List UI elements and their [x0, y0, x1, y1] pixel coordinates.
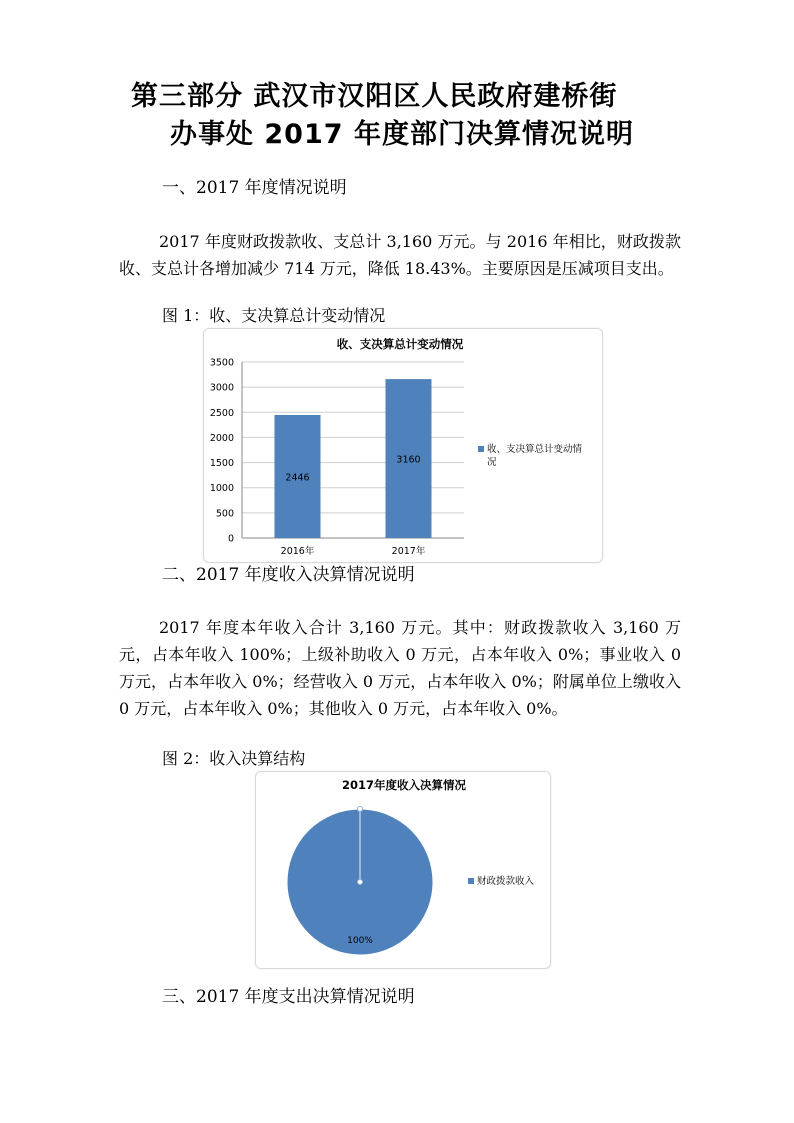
- y-tick-label: 1500: [209, 458, 234, 470]
- section3-heading: 三、2017 年度支出决算情况说明: [162, 987, 415, 1007]
- bar-chart: [204, 329, 602, 562]
- page-title-line1: 第三部分 武汉市汉阳区人民政府建桥街: [131, 81, 618, 112]
- y-tick-label: 500: [215, 508, 234, 520]
- y-tick-label: 2000: [209, 432, 234, 444]
- pie-chart-frame: [255, 771, 551, 969]
- y-tick-label: 0: [227, 533, 234, 545]
- x-tick-label: 2016年: [280, 546, 315, 557]
- section2-paragraph: 2017 年度本年收入合计 3,160 万元。其中：财政拨款收入 3,160 万元，占本年收入 100%；上级补助收入 0 万元，占本年收入 0%；事业收入 0 万元，占本年收入 0%；经营收入 0 万元，占本年收入 0%；附属单位上缴收入 0 万元，占本年收入 0%；其他收入 0 万元，占本年收入 0%。: [119, 618, 681, 718]
- legend-label: 财政拨款收入: [477, 876, 535, 887]
- legend-swatch: [478, 446, 484, 452]
- section1-paragraph: 2017 年度财政拨款收、支总计 3,160 万元。与 2016 年相比，财政拨款收、支总计各增加减少 714 万元，降低 18.43%。主要原因是压减项目支出。: [119, 232, 681, 278]
- pie-handle-top: [358, 807, 363, 812]
- section1-heading: 一、2017 年度情况说明: [162, 178, 347, 198]
- y-tick-label: 2500: [209, 407, 234, 419]
- section2-heading: 二、2017 年度收入决算情况说明: [162, 565, 415, 585]
- y-tick-label: 3500: [209, 357, 234, 369]
- figure1-caption: 图 1：收、支决算总计变动情况: [162, 306, 386, 325]
- bar-data-label: 2446: [285, 472, 310, 484]
- bar-chart-frame: [203, 328, 603, 563]
- y-tick-label: 1000: [209, 483, 234, 495]
- y-tick-label: 3000: [209, 382, 234, 394]
- legend-swatch: [468, 878, 474, 884]
- pie-data-label: 100%: [347, 936, 373, 946]
- x-tick-label: 2017年: [391, 546, 426, 557]
- legend-label: 收、支决算总计变动情况: [487, 444, 583, 468]
- page-title-line2: 办事处 2017 年度部门决算情况说明: [170, 119, 634, 150]
- pie-chart: [256, 772, 550, 968]
- bar-data-label: 3160: [396, 454, 421, 466]
- bar-chart-title: 收、支决算总计变动情况: [336, 337, 464, 351]
- figure2-caption: 图 2：收入决算结构: [162, 749, 306, 768]
- pie-handle-center: [358, 880, 363, 885]
- pie-chart-title: 2017年度收入决算情况: [341, 778, 467, 792]
